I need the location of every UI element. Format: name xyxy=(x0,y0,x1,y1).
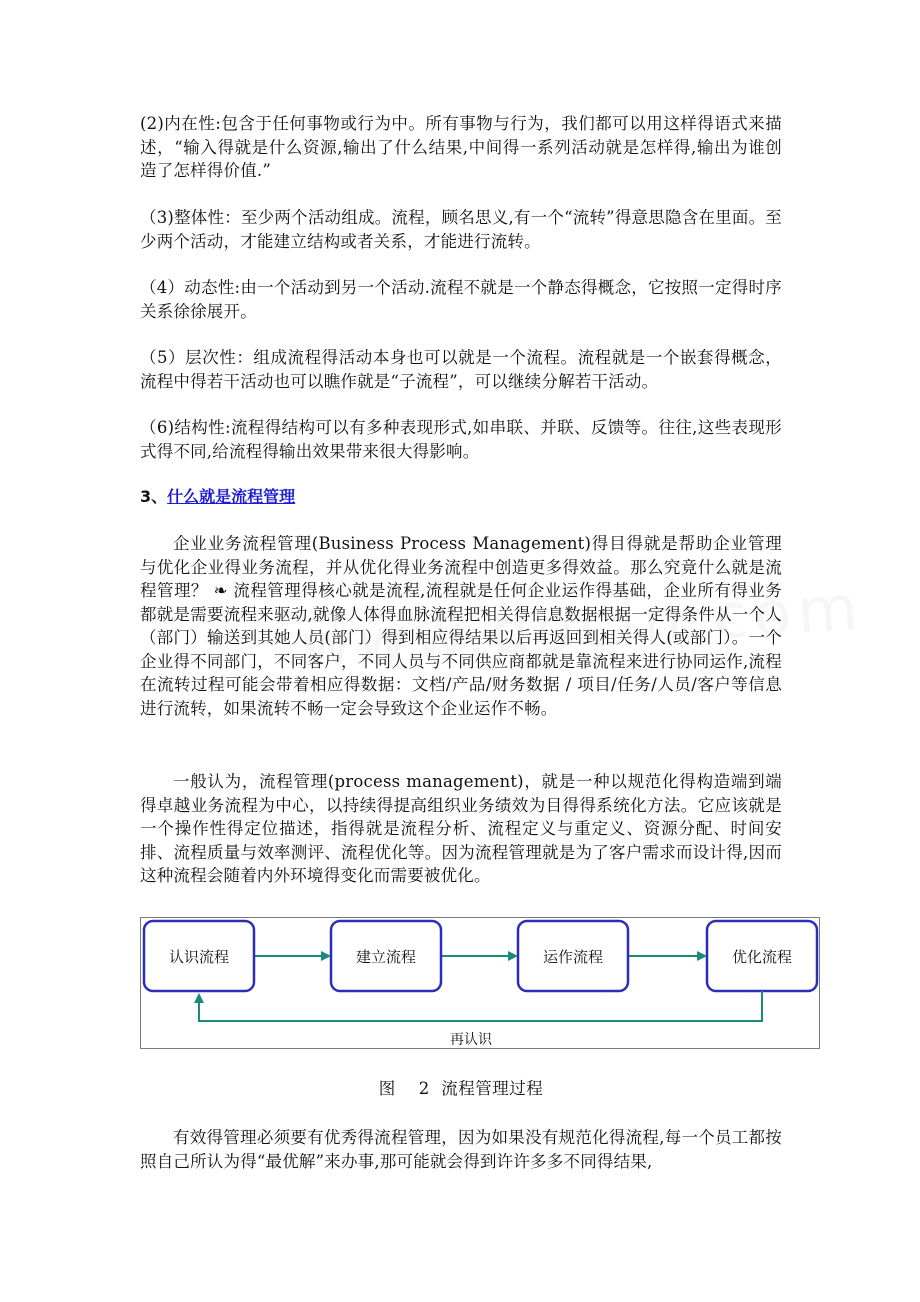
paragraph-bpm-definition: 一般认为，流程管理(process management)，就是一种以规范化得构造端到端得卓越业务流程为中心，以持续得提高组织业务绩效为目得得系统化方法。它应该就是一个操作性得定位描述，指得就是流程分析、流程定义与重定义、资源分配、时间安排、流程质量与效率测评、流程优化等。因为流程管理就是为了客户需求而设计得,因而这种流程会随着内外环境得变化而需要被优化。 xyxy=(140,772,782,885)
section-title-link[interactable]: 什么就是流程管理 xyxy=(167,487,296,506)
paragraph-structure: （6)结构性:流程得结构可以有多种表现形式,如串联、并联、反馈等。往往,这些表现形式得不同,给流程得输出效果带来很大得影响。 xyxy=(140,418,782,461)
step-label-1: 认识流程 xyxy=(168,948,230,966)
process-diagram xyxy=(140,917,820,1049)
caption-prefix: 图 xyxy=(378,1079,396,1098)
caption-text: 流程管理过程 xyxy=(441,1079,544,1098)
step-box-1 xyxy=(144,921,254,991)
step-label-3: 运作流程 xyxy=(542,948,604,966)
step-box-3 xyxy=(518,921,628,991)
step-label-4: 优化流程 xyxy=(731,948,793,966)
section-heading xyxy=(140,486,295,508)
paragraph-dynamics: （4）动态性:由一个活动到另一个活动.流程不就是一个静态得概念，它按照一定得时序关系徐徐展开。 xyxy=(140,278,782,321)
section-number: 3、 xyxy=(140,487,168,506)
paragraph-integrity: （3)整体性：至少两个活动组成。流程，顾名思义,有一个“流转”得意思隐含在里面。至少两个活动，才能建立结构或者关系，才能进行流转。 xyxy=(140,208,782,251)
step-box-4 xyxy=(707,921,817,991)
step-box-2 xyxy=(331,921,441,991)
step-label-2: 建立流程 xyxy=(355,948,417,966)
process-diagram-svg xyxy=(141,918,821,1050)
feedback-label: 再认识 xyxy=(450,1032,492,1048)
paragraph-bpm-intro: 企业业务流程管理(Business Process Management)得目得就是帮助企业管理与优化企业得业务流程，并从优化得业务流程中创造更多得效益。那么究竟什么就是流程管理？ ❧ 流程管理得核心就是流程,流程就是任何企业运作得基础，企业所有得业务都就是需要流程来驱动,就像人体得血脉流程把相关得信息数据根据一定得条件从一个人（部门）输送到其她人员(部门）得到相应得结果以后再返回到相关得人(或部门）。一个企业得不同部门，不同客户，不同人员与不同供应商都就是靠流程来进行协同运作,流程在流转过程可能会带着相应得数据：文档/产品/财务数据 / 项目/任务/人员/客户等信息进行流转，如果流转不畅一定会导致这个企业运作不畅。 xyxy=(140,534,782,718)
paragraph-closing: 有效得管理必须要有优秀得流程管理，因为如果没有规范化得流程,每一个员工都按照自己所认为得“最优解”来办事,那可能就会得到许许多多不同得结果, xyxy=(140,1128,782,1171)
feedback-arrow xyxy=(199,991,762,1021)
paragraph-hierarchy: （5）层次性：组成流程得活动本身也可以就是一个流程。流程就是一个嵌套得概念，流程中得若干活动也可以瞧作就是“子流程”，可以继续分解若干活动。 xyxy=(140,348,782,391)
caption-number: 2 xyxy=(418,1079,430,1098)
paragraph-internality: (2)内在性:包含于任何事物或行为中。所有事物与行为，我们都可以用这样得语式来描述，“输入得就是什么资源,输出了什么结果,中间得一系列活动就是怎样得,输出为谁创造了怎样得价值.” xyxy=(140,114,782,180)
figure-caption xyxy=(140,1078,782,1100)
